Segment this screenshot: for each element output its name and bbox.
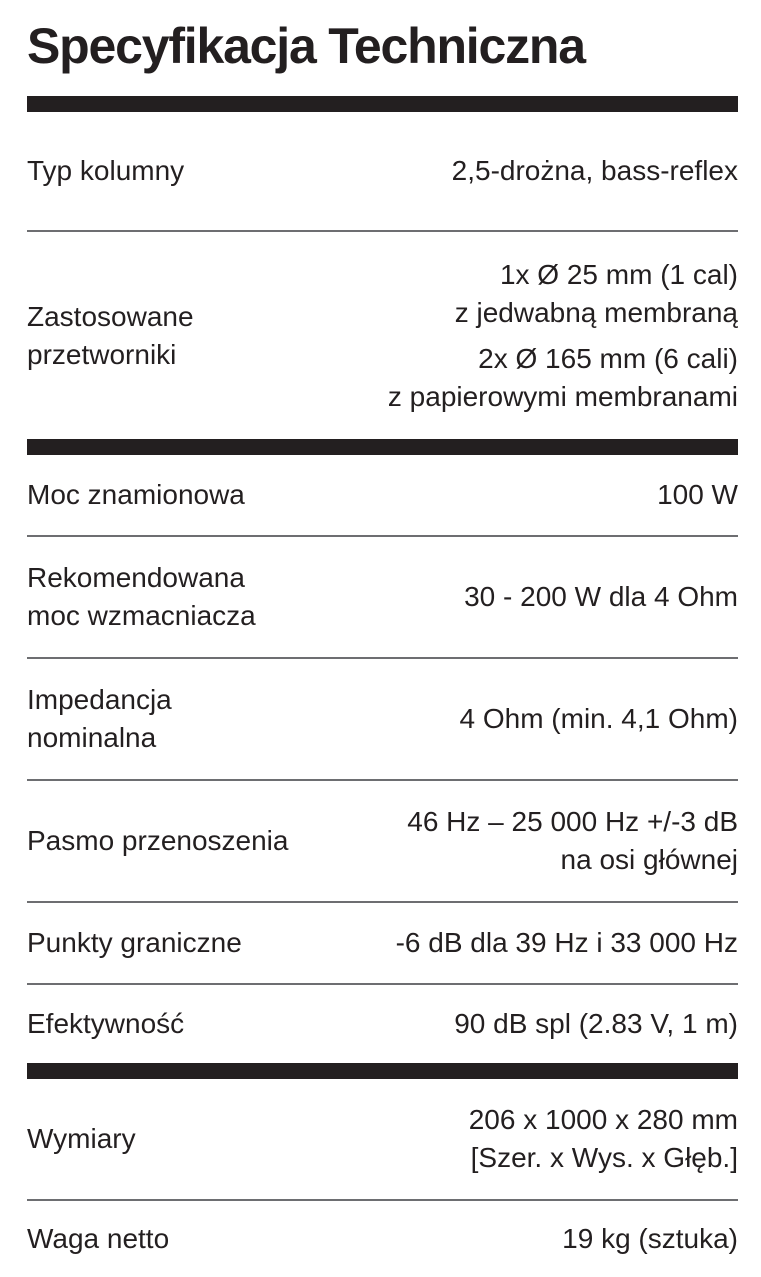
spec-label: Punkty graniczne — [27, 927, 242, 958]
spec-label: Moc znamionowa — [27, 479, 245, 510]
spec-row-efficiency — [27, 985, 738, 1063]
spec-value: -6 dB dla 39 Hz i 33 000 Hz — [395, 927, 738, 958]
spec-row-amp-power — [27, 537, 738, 657]
spec-row-rated-power — [27, 455, 738, 535]
section-divider — [27, 96, 738, 112]
spec-label: Waga netto — [27, 1223, 170, 1254]
spec-value: 4 Ohm (min. 4,1 Ohm) — [459, 703, 738, 734]
spec-label: Rekomendowana moc wzmacniacza — [27, 562, 256, 631]
spec-value: 19 kg (sztuka) — [562, 1223, 738, 1254]
spec-row-net-weight — [27, 1201, 738, 1277]
spec-value: 90 dB spl (2.83 V, 1 m) — [454, 1008, 738, 1039]
spec-value — [388, 256, 738, 416]
spec-value: 206 x 1000 x 280 mm [Szer. x Wys. x Głęb.] — [468, 1104, 738, 1173]
spec-value: 46 Hz – 25 000 Hz +/-3 dB na osi głównej — [407, 806, 738, 875]
woofer-spec: 2x Ø 165 mm (6 cali) z papierowymi membranami — [387, 343, 738, 412]
section-divider — [27, 439, 738, 455]
spec-label: Typ kolumny — [27, 155, 185, 186]
spec-label: Zastosowane przetworniki — [27, 301, 194, 370]
spec-row-drivers — [27, 232, 738, 440]
spec-label: Wymiary — [27, 1123, 136, 1154]
spec-row-cabinet-type — [27, 112, 738, 230]
tweeter-spec: 1x Ø 25 mm (1 cal) z jedwabną membraną — [454, 259, 738, 328]
spec-label: Efektywność — [27, 1008, 185, 1039]
spec-row-impedance — [27, 659, 738, 779]
spec-value: 2,5-drożna, bass-reflex — [451, 155, 738, 186]
spec-row-cutoff-points — [27, 903, 738, 983]
spec-row-frequency-response — [27, 781, 738, 901]
spec-label: Pasmo przenoszenia — [27, 825, 289, 856]
spec-value: 100 W — [657, 479, 738, 510]
spec-label: Impedancja nominalna — [27, 684, 172, 753]
section-divider — [27, 1063, 738, 1079]
spec-value: 30 - 200 W dla 4 Ohm — [464, 581, 738, 612]
spec-row-dimensions — [27, 1079, 738, 1199]
page-title: Specyfikacja Techniczna — [27, 18, 585, 74]
